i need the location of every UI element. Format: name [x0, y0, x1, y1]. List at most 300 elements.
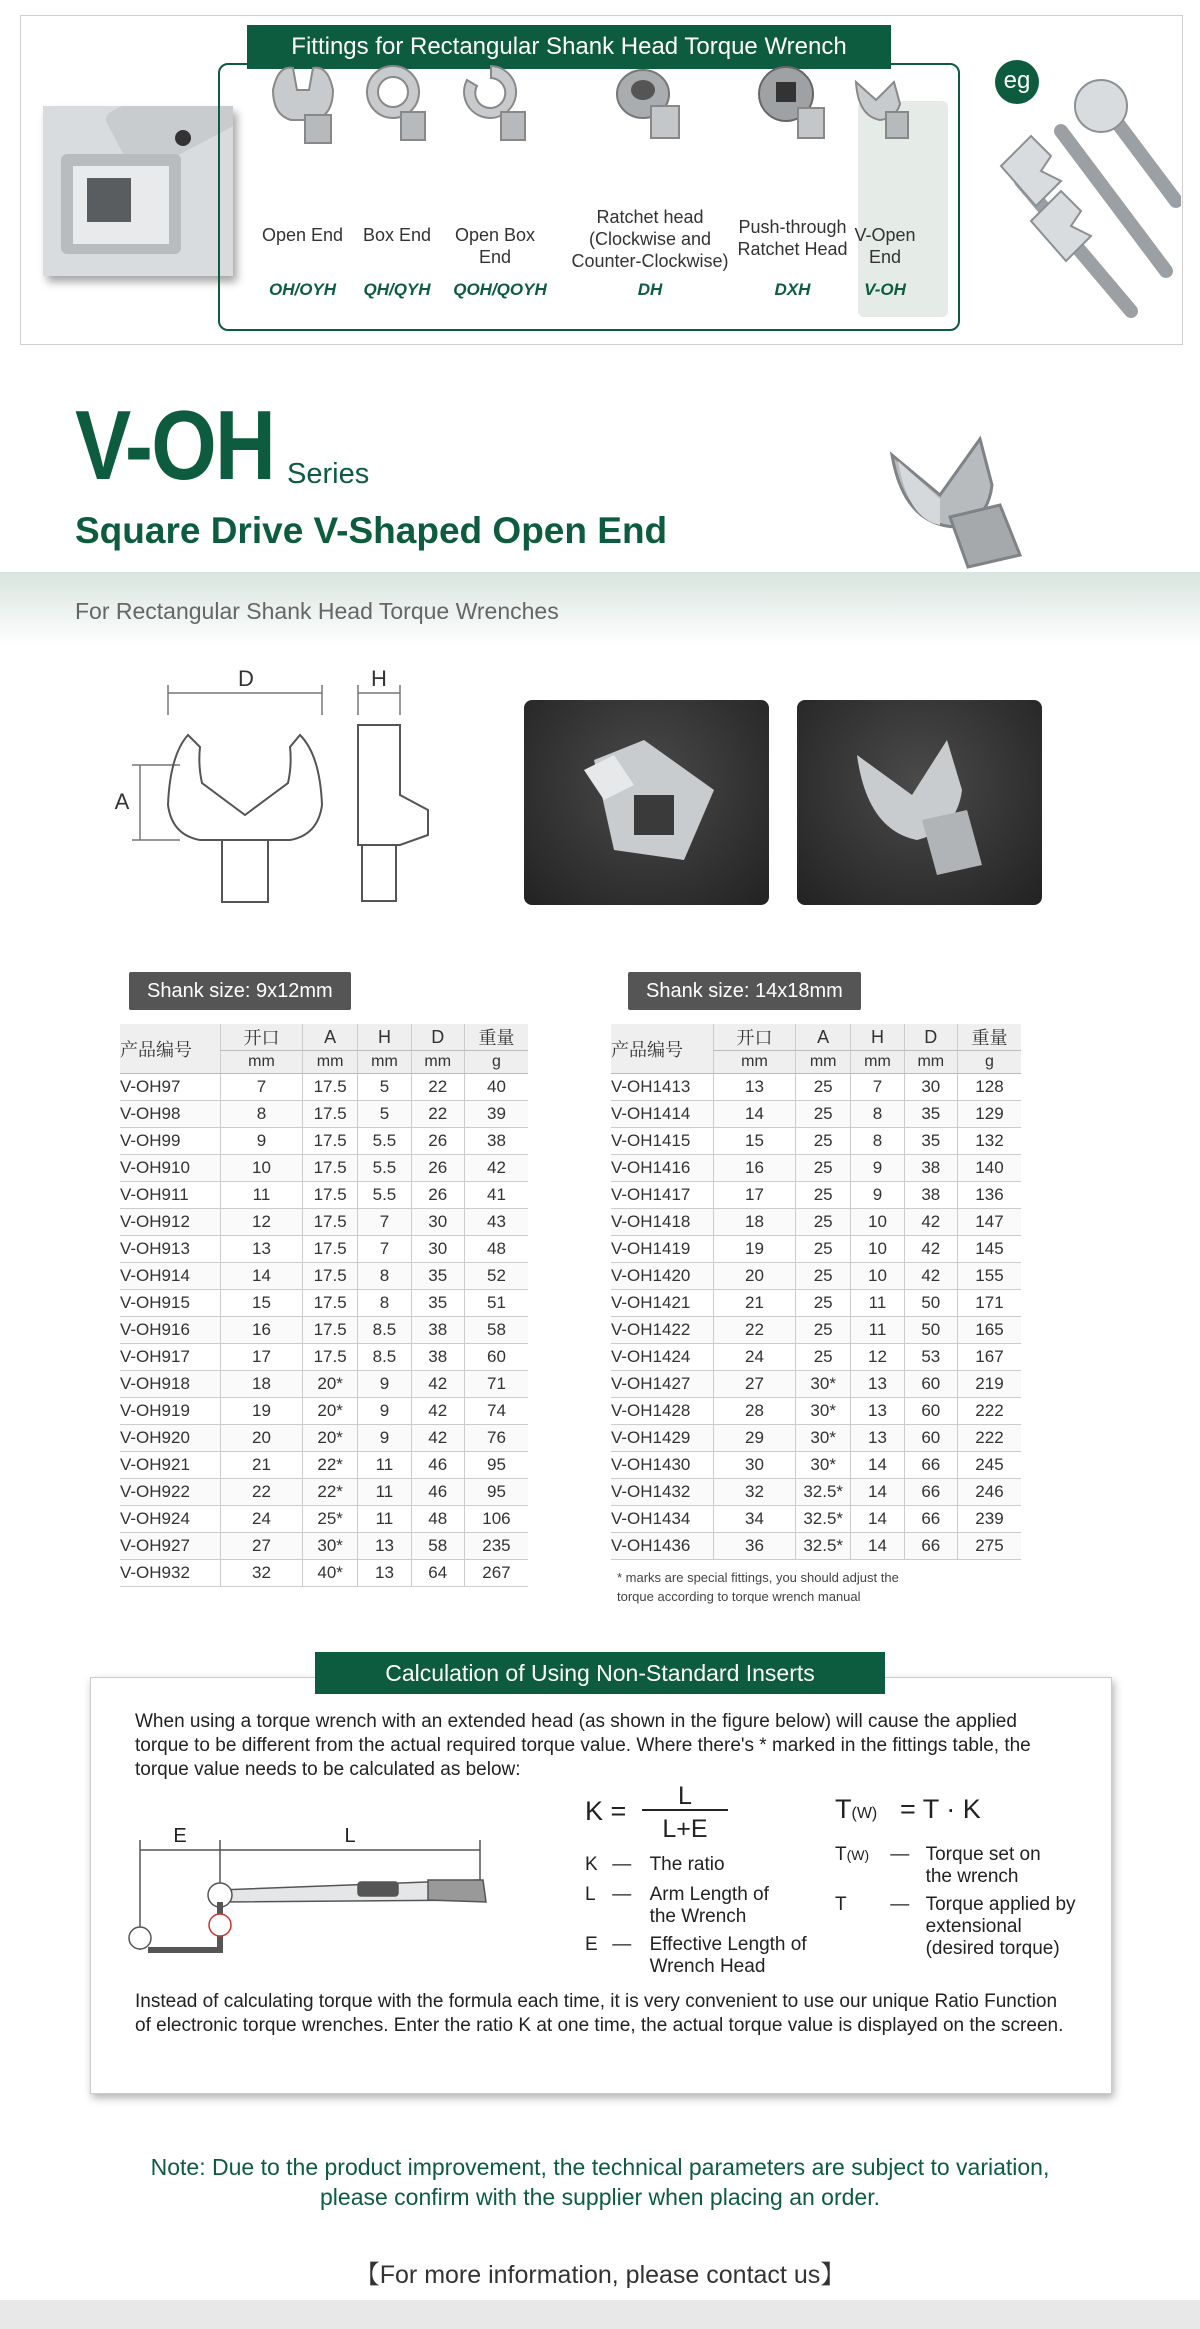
spec-table-9x12 [120, 1024, 528, 1587]
cell-value: 219 [957, 1371, 1021, 1398]
table-row [611, 1398, 1021, 1425]
table-row [611, 1074, 1021, 1101]
table-row [611, 1533, 1021, 1560]
cell-value: 5 [358, 1074, 411, 1101]
table-row [120, 1263, 528, 1290]
cell-value: 9 [851, 1182, 904, 1209]
cell-value: 21 [714, 1290, 796, 1317]
header-d: D [904, 1024, 957, 1051]
header-weight: 重量 [464, 1024, 528, 1051]
cell-product-code: V-OH910 [120, 1155, 220, 1182]
cell-value: 8 [851, 1128, 904, 1155]
cell-value: 17 [220, 1344, 302, 1371]
cell-product-code: V-OH916 [120, 1317, 220, 1344]
header-h: H [358, 1024, 411, 1051]
ratchet-head-icon [605, 60, 695, 150]
v-open-end-icon [850, 60, 920, 150]
cell-value: 28 [714, 1398, 796, 1425]
extended-wrench-diagram [128, 1820, 538, 1960]
open-box-end-icon [455, 60, 535, 150]
unit-weight: g [957, 1051, 1021, 1074]
cell-value: 25 [796, 1155, 851, 1182]
cell-value: 106 [464, 1506, 528, 1533]
cell-product-code: V-OH1432 [611, 1479, 714, 1506]
unit-h: mm [358, 1051, 411, 1074]
cell-value: 38 [904, 1155, 957, 1182]
cell-value: 30* [796, 1398, 851, 1425]
cell-product-code: V-OH914 [120, 1263, 220, 1290]
cell-value: 26 [411, 1128, 464, 1155]
cell-value: 27 [220, 1533, 302, 1560]
fitting-ratchet-head [565, 60, 735, 155]
cell-product-code: V-OH920 [120, 1425, 220, 1452]
legend-symbol: E [585, 1934, 598, 1955]
cell-value: 25 [796, 1290, 851, 1317]
cell-value: 15 [220, 1290, 302, 1317]
cell-value: 58 [411, 1533, 464, 1560]
shank-size-tag-14x18: Shank size: 14x18mm [628, 972, 861, 1010]
unit-d: mm [904, 1051, 957, 1074]
table-row [120, 1128, 528, 1155]
header-d: D [411, 1024, 464, 1051]
cell-value: 58 [464, 1317, 528, 1344]
cell-value: 14 [714, 1101, 796, 1128]
cell-value: 18 [714, 1209, 796, 1236]
legend-tw: T(W) — Torque set on the wrench [835, 1844, 1066, 1888]
header-code: 产品编号 [120, 1024, 220, 1074]
table-row [120, 1452, 528, 1479]
cell-value: 40 [464, 1074, 528, 1101]
fitting-label-box-end [352, 224, 442, 246]
push-through-ratchet-icon [748, 60, 838, 150]
cell-value: 147 [957, 1209, 1021, 1236]
cell-value: 35 [411, 1290, 464, 1317]
legend-e: E — Effective Length of Wrench Head [585, 1934, 820, 1978]
header-a: A [302, 1024, 357, 1051]
unit-h: mm [851, 1051, 904, 1074]
cell-value: 39 [464, 1101, 528, 1128]
cell-product-code: V-OH1430 [611, 1452, 714, 1479]
series-subtitle: Square Drive V-Shaped Open End [75, 510, 668, 551]
cell-value: 136 [957, 1182, 1021, 1209]
calculation-intro: When using a torque wrench with an extended head (as shown in the figure below) will cause the applied torque to be different from the actual required torque value. Where there's * marked in the fittings table, the torque value needs to be calculated as below: [135, 1711, 1031, 1780]
cell-value: 60 [904, 1398, 957, 1425]
cell-value: 8 [851, 1101, 904, 1128]
legend-symbol: T [835, 1894, 847, 1915]
formula-t-label [835, 1794, 878, 1825]
cell-product-code: V-OH921 [120, 1452, 220, 1479]
header-code: 产品编号 [611, 1024, 714, 1074]
cell-value: 11 [851, 1290, 904, 1317]
unit-opening: mm [714, 1051, 796, 1074]
cell-value: 20* [302, 1425, 357, 1452]
cell-value: 60 [904, 1425, 957, 1452]
cell-value: 7 [358, 1209, 411, 1236]
cell-value: 20* [302, 1371, 357, 1398]
cell-product-code: V-OH1417 [611, 1182, 714, 1209]
cell-value: 129 [957, 1101, 1021, 1128]
cell-value: 17.5 [302, 1155, 357, 1182]
fitting-label-open-box-end [445, 224, 545, 268]
cell-value: 11 [358, 1452, 411, 1479]
fitting-label-ratchet-head [560, 206, 740, 272]
table-footnote [617, 1568, 899, 1606]
fitting-label-line: End [868, 247, 902, 267]
cell-product-code: V-OH1419 [611, 1236, 714, 1263]
formula-t-subscript: (W) [851, 1805, 878, 1822]
cell-value: 35 [904, 1101, 957, 1128]
table-row [120, 1236, 528, 1263]
header-weight: 重量 [957, 1024, 1021, 1051]
legend-text: Effective Length of Wrench Head [649, 1934, 807, 1977]
fitting-label-line: Ratchet head [596, 207, 704, 227]
calculation-outro: Instead of calculating torque with the formula each time, it is very convenient to use our unique Ratio Function of electronic torque wrenches. Enter the ratio K at one time, the actual torque value is displayed on the screen. [135, 1991, 1064, 2036]
disclaimer-note [0, 2152, 1200, 2212]
table-row [120, 1506, 528, 1533]
cell-value: 26 [411, 1155, 464, 1182]
fitting-label-open-end [250, 224, 355, 246]
cell-product-code: V-OH1416 [611, 1155, 714, 1182]
header-opening: 开口 [220, 1024, 302, 1051]
table-row [611, 1182, 1021, 1209]
cell-product-code: V-OH917 [120, 1344, 220, 1371]
cell-value: 66 [904, 1506, 957, 1533]
cell-value: 32 [220, 1560, 302, 1587]
fitting-code-open-end: OH/OYH [268, 280, 337, 299]
cell-value: 22 [411, 1101, 464, 1128]
cell-product-code: V-OH1436 [611, 1533, 714, 1560]
cell-value: 17.5 [302, 1344, 357, 1371]
table-body [120, 1074, 528, 1587]
cell-value: 48 [411, 1506, 464, 1533]
footer-band [0, 2300, 1200, 2329]
legend-subscript: (W) [846, 1847, 870, 1863]
drawing-label-h: H [371, 666, 387, 691]
table-row [120, 1344, 528, 1371]
cell-value: 42 [411, 1371, 464, 1398]
cell-value: 13 [358, 1533, 411, 1560]
cell-value: 17.5 [302, 1263, 357, 1290]
cell-value: 8 [220, 1101, 302, 1128]
cell-value: 19 [220, 1398, 302, 1425]
cell-value: 5.5 [358, 1128, 411, 1155]
table-row [120, 1155, 528, 1182]
cell-value: 35 [904, 1128, 957, 1155]
fitting-label-line: Ratchet Head [737, 239, 848, 259]
cell-value: 42 [464, 1155, 528, 1182]
cell-value: 25* [302, 1506, 357, 1533]
cell-value: 30* [302, 1533, 357, 1560]
table-row [611, 1479, 1021, 1506]
cell-value: 5.5 [358, 1182, 411, 1209]
cell-value: 171 [957, 1290, 1021, 1317]
cell-value: 22 [714, 1317, 796, 1344]
cell-value: 32.5* [796, 1506, 851, 1533]
table-row [611, 1344, 1021, 1371]
cell-value: 140 [957, 1155, 1021, 1182]
cell-product-code: V-OH911 [120, 1182, 220, 1209]
cell-value: 30* [796, 1452, 851, 1479]
note-line: Note: Due to the product improvement, the technical parameters are subject to variation, [150, 2154, 1050, 2180]
cell-product-code: V-OH1420 [611, 1263, 714, 1290]
table-row [120, 1479, 528, 1506]
formula-numerator: L [642, 1785, 728, 1811]
table-row [120, 1074, 528, 1101]
legend-k: K — The ratio [585, 1854, 780, 1876]
cell-value: 43 [464, 1209, 528, 1236]
cell-value: 9 [851, 1155, 904, 1182]
cell-value: 38 [904, 1182, 957, 1209]
cell-value: 25 [796, 1263, 851, 1290]
v-oh-product-photo [880, 425, 1030, 575]
cell-product-code: V-OH1427 [611, 1371, 714, 1398]
cell-value: 9 [358, 1371, 411, 1398]
cell-value: 38 [411, 1344, 464, 1371]
cell-value: 66 [904, 1479, 957, 1506]
legend-text: Arm Length of the Wrench [649, 1884, 769, 1927]
cell-product-code: V-OH912 [120, 1209, 220, 1236]
cell-value: 10 [220, 1155, 302, 1182]
cell-value: 66 [904, 1452, 957, 1479]
fitting-v-open-end [845, 60, 925, 155]
cell-product-code: V-OH1424 [611, 1344, 714, 1371]
cell-value: 14 [851, 1452, 904, 1479]
cell-value: 239 [957, 1506, 1021, 1533]
cell-value: 24 [714, 1344, 796, 1371]
cell-value: 17.5 [302, 1128, 357, 1155]
cell-value: 76 [464, 1425, 528, 1452]
note-line: please confirm with the supplier when placing an order. [320, 2184, 880, 2210]
cell-value: 30 [411, 1236, 464, 1263]
cell-value: 46 [411, 1452, 464, 1479]
cell-value: 9 [358, 1425, 411, 1452]
cell-value: 25 [796, 1128, 851, 1155]
legend-text: Torque applied by extensional (desired torque) [925, 1894, 1076, 1959]
fitting-push-through [735, 60, 850, 155]
footnote-line: * marks are special fittings, you should adjust the [617, 1570, 899, 1585]
formula-t-symbol: T [835, 1794, 852, 1824]
cell-value: 165 [957, 1317, 1021, 1344]
cell-value: 60 [464, 1344, 528, 1371]
fitting-label-line: Push-through [738, 217, 847, 237]
cell-product-code: V-OH98 [120, 1101, 220, 1128]
table-row [120, 1317, 528, 1344]
series-word: Series [287, 458, 370, 490]
cell-value: 48 [464, 1236, 528, 1263]
cell-value: 40* [302, 1560, 357, 1587]
cell-value: 25 [796, 1074, 851, 1101]
cell-product-code: V-OH97 [120, 1074, 220, 1101]
header-opening: 开口 [714, 1024, 796, 1051]
cell-value: 22 [220, 1479, 302, 1506]
cell-product-code: V-OH1421 [611, 1290, 714, 1317]
cell-value: 30* [796, 1425, 851, 1452]
cell-value: 20 [220, 1425, 302, 1452]
fitting-code-ratchet-head: DH [637, 280, 663, 299]
table-row [611, 1317, 1021, 1344]
formula-denominator: L+E [662, 1815, 708, 1843]
fittings-title: Fittings for Rectangular Shank Head Torque Wrench [247, 25, 891, 69]
table-row [611, 1101, 1021, 1128]
cell-value: 52 [464, 1263, 528, 1290]
cell-value: 14 [220, 1263, 302, 1290]
legend-symbol: T [835, 1844, 847, 1865]
table-row [611, 1209, 1021, 1236]
cell-value: 50 [904, 1317, 957, 1344]
series-name: V-OH [75, 390, 275, 500]
cell-product-code: V-OH99 [120, 1128, 220, 1155]
cell-value: 267 [464, 1560, 528, 1587]
cell-value: 13 [851, 1425, 904, 1452]
cell-value: 132 [957, 1128, 1021, 1155]
cell-product-code: V-OH913 [120, 1236, 220, 1263]
cell-value: 30 [411, 1209, 464, 1236]
technical-drawing [100, 665, 450, 925]
cell-value: 25 [796, 1236, 851, 1263]
table-body [611, 1074, 1021, 1560]
drawing-label-a: A [114, 789, 130, 814]
cell-value: 8 [358, 1290, 411, 1317]
cell-product-code: V-OH918 [120, 1371, 220, 1398]
cell-value: 222 [957, 1398, 1021, 1425]
cell-value: 30 [714, 1452, 796, 1479]
cell-value: 36 [714, 1533, 796, 1560]
open-end-icon [263, 60, 343, 150]
fitting-label-line: Counter-Clockwise) [571, 251, 729, 271]
cell-product-code: V-OH1413 [611, 1074, 714, 1101]
cell-value: 95 [464, 1452, 528, 1479]
cell-product-code: V-OH932 [120, 1560, 220, 1587]
fitting-label-line: End [478, 247, 512, 267]
cell-value: 12 [220, 1209, 302, 1236]
fitting-code-box-end: QH/QYH [363, 280, 431, 299]
cell-value: 11 [358, 1506, 411, 1533]
cell-value: 12 [851, 1344, 904, 1371]
cell-product-code: V-OH919 [120, 1398, 220, 1425]
cell-value: 25 [796, 1209, 851, 1236]
fitting-label-line: Open End [261, 225, 344, 245]
cell-product-code: V-OH1415 [611, 1128, 714, 1155]
cell-value: 71 [464, 1371, 528, 1398]
table-row [611, 1128, 1021, 1155]
product-photo-1 [524, 700, 769, 905]
cell-value: 245 [957, 1452, 1021, 1479]
cell-value: 32 [714, 1479, 796, 1506]
table-row [611, 1290, 1021, 1317]
legend-t: T — Torque applied by extensional (desired torque) [835, 1894, 1076, 1959]
cell-value: 5.5 [358, 1155, 411, 1182]
cell-value: 246 [957, 1479, 1021, 1506]
table-row [611, 1236, 1021, 1263]
cell-value: 26 [411, 1182, 464, 1209]
cell-product-code: V-OH1418 [611, 1209, 714, 1236]
cell-value: 15 [714, 1128, 796, 1155]
cell-value: 38 [464, 1128, 528, 1155]
header-h: H [851, 1024, 904, 1051]
contact-us-banner: 【For more information, please contact us】 [354, 2261, 846, 2289]
legend-symbol: L [585, 1884, 596, 1905]
cell-value: 35 [411, 1263, 464, 1290]
cell-value: 20* [302, 1398, 357, 1425]
fitting-label-line: V-Open [854, 225, 916, 245]
eg-badge: eg [995, 60, 1039, 104]
formula-t-rhs: = T · K [900, 1794, 981, 1824]
cell-value: 19 [714, 1236, 796, 1263]
cell-value: 66 [904, 1533, 957, 1560]
cell-value: 53 [904, 1344, 957, 1371]
formula-k-label: K = [585, 1796, 627, 1826]
footnote-line: torque according to torque wrench manual [617, 1589, 861, 1604]
table-row [120, 1209, 528, 1236]
cell-value: 95 [464, 1479, 528, 1506]
cell-value: 10 [851, 1236, 904, 1263]
cell-product-code: V-OH922 [120, 1479, 220, 1506]
cell-value: 22 [411, 1074, 464, 1101]
cell-value: 38 [411, 1317, 464, 1344]
cell-value: 167 [957, 1344, 1021, 1371]
unit-opening: mm [220, 1051, 302, 1074]
cell-value: 145 [957, 1236, 1021, 1263]
cell-value: 30 [904, 1074, 957, 1101]
cell-value: 17.5 [302, 1101, 357, 1128]
table-row [120, 1101, 528, 1128]
fitting-code-push-through: DXH [774, 280, 811, 299]
header-a: A [796, 1024, 851, 1051]
shank-head-photo [43, 106, 233, 276]
cell-value: 34 [714, 1506, 796, 1533]
cell-value: 17.5 [302, 1182, 357, 1209]
legend-symbol: K [585, 1854, 598, 1875]
cell-value: 14 [851, 1506, 904, 1533]
table-row [120, 1533, 528, 1560]
cell-value: 17.5 [302, 1236, 357, 1263]
cell-product-code: V-OH1422 [611, 1317, 714, 1344]
cell-value: 9 [358, 1398, 411, 1425]
cell-value: 11 [851, 1317, 904, 1344]
cell-value: 51 [464, 1290, 528, 1317]
cell-value: 18 [220, 1371, 302, 1398]
cell-value: 74 [464, 1398, 528, 1425]
cell-value: 275 [957, 1533, 1021, 1560]
cell-value: 13 [220, 1236, 302, 1263]
cell-value: 64 [411, 1560, 464, 1587]
cell-product-code: V-OH924 [120, 1506, 220, 1533]
cell-value: 17.5 [302, 1209, 357, 1236]
cell-value: 14 [851, 1479, 904, 1506]
table-row [611, 1371, 1021, 1398]
cell-value: 32.5* [796, 1479, 851, 1506]
table-row [611, 1155, 1021, 1182]
cell-value: 22* [302, 1479, 357, 1506]
table-row [120, 1371, 528, 1398]
cell-value: 5 [358, 1101, 411, 1128]
cell-value: 25 [796, 1101, 851, 1128]
cell-product-code: V-OH1429 [611, 1425, 714, 1452]
fitting-label-push-through [730, 216, 855, 260]
cell-value: 32.5* [796, 1533, 851, 1560]
cell-value: 21 [220, 1452, 302, 1479]
cell-value: 17.5 [302, 1290, 357, 1317]
cell-value: 8.5 [358, 1317, 411, 1344]
cell-value: 7 [220, 1074, 302, 1101]
diagram-label-l: L [344, 1825, 356, 1847]
fitting-box-end [352, 60, 442, 155]
shank-size-tag-9x12: Shank size: 9x12mm [129, 972, 351, 1010]
cell-value: 8.5 [358, 1344, 411, 1371]
cell-value: 11 [220, 1182, 302, 1209]
cell-value: 42 [904, 1263, 957, 1290]
table-row [611, 1263, 1021, 1290]
